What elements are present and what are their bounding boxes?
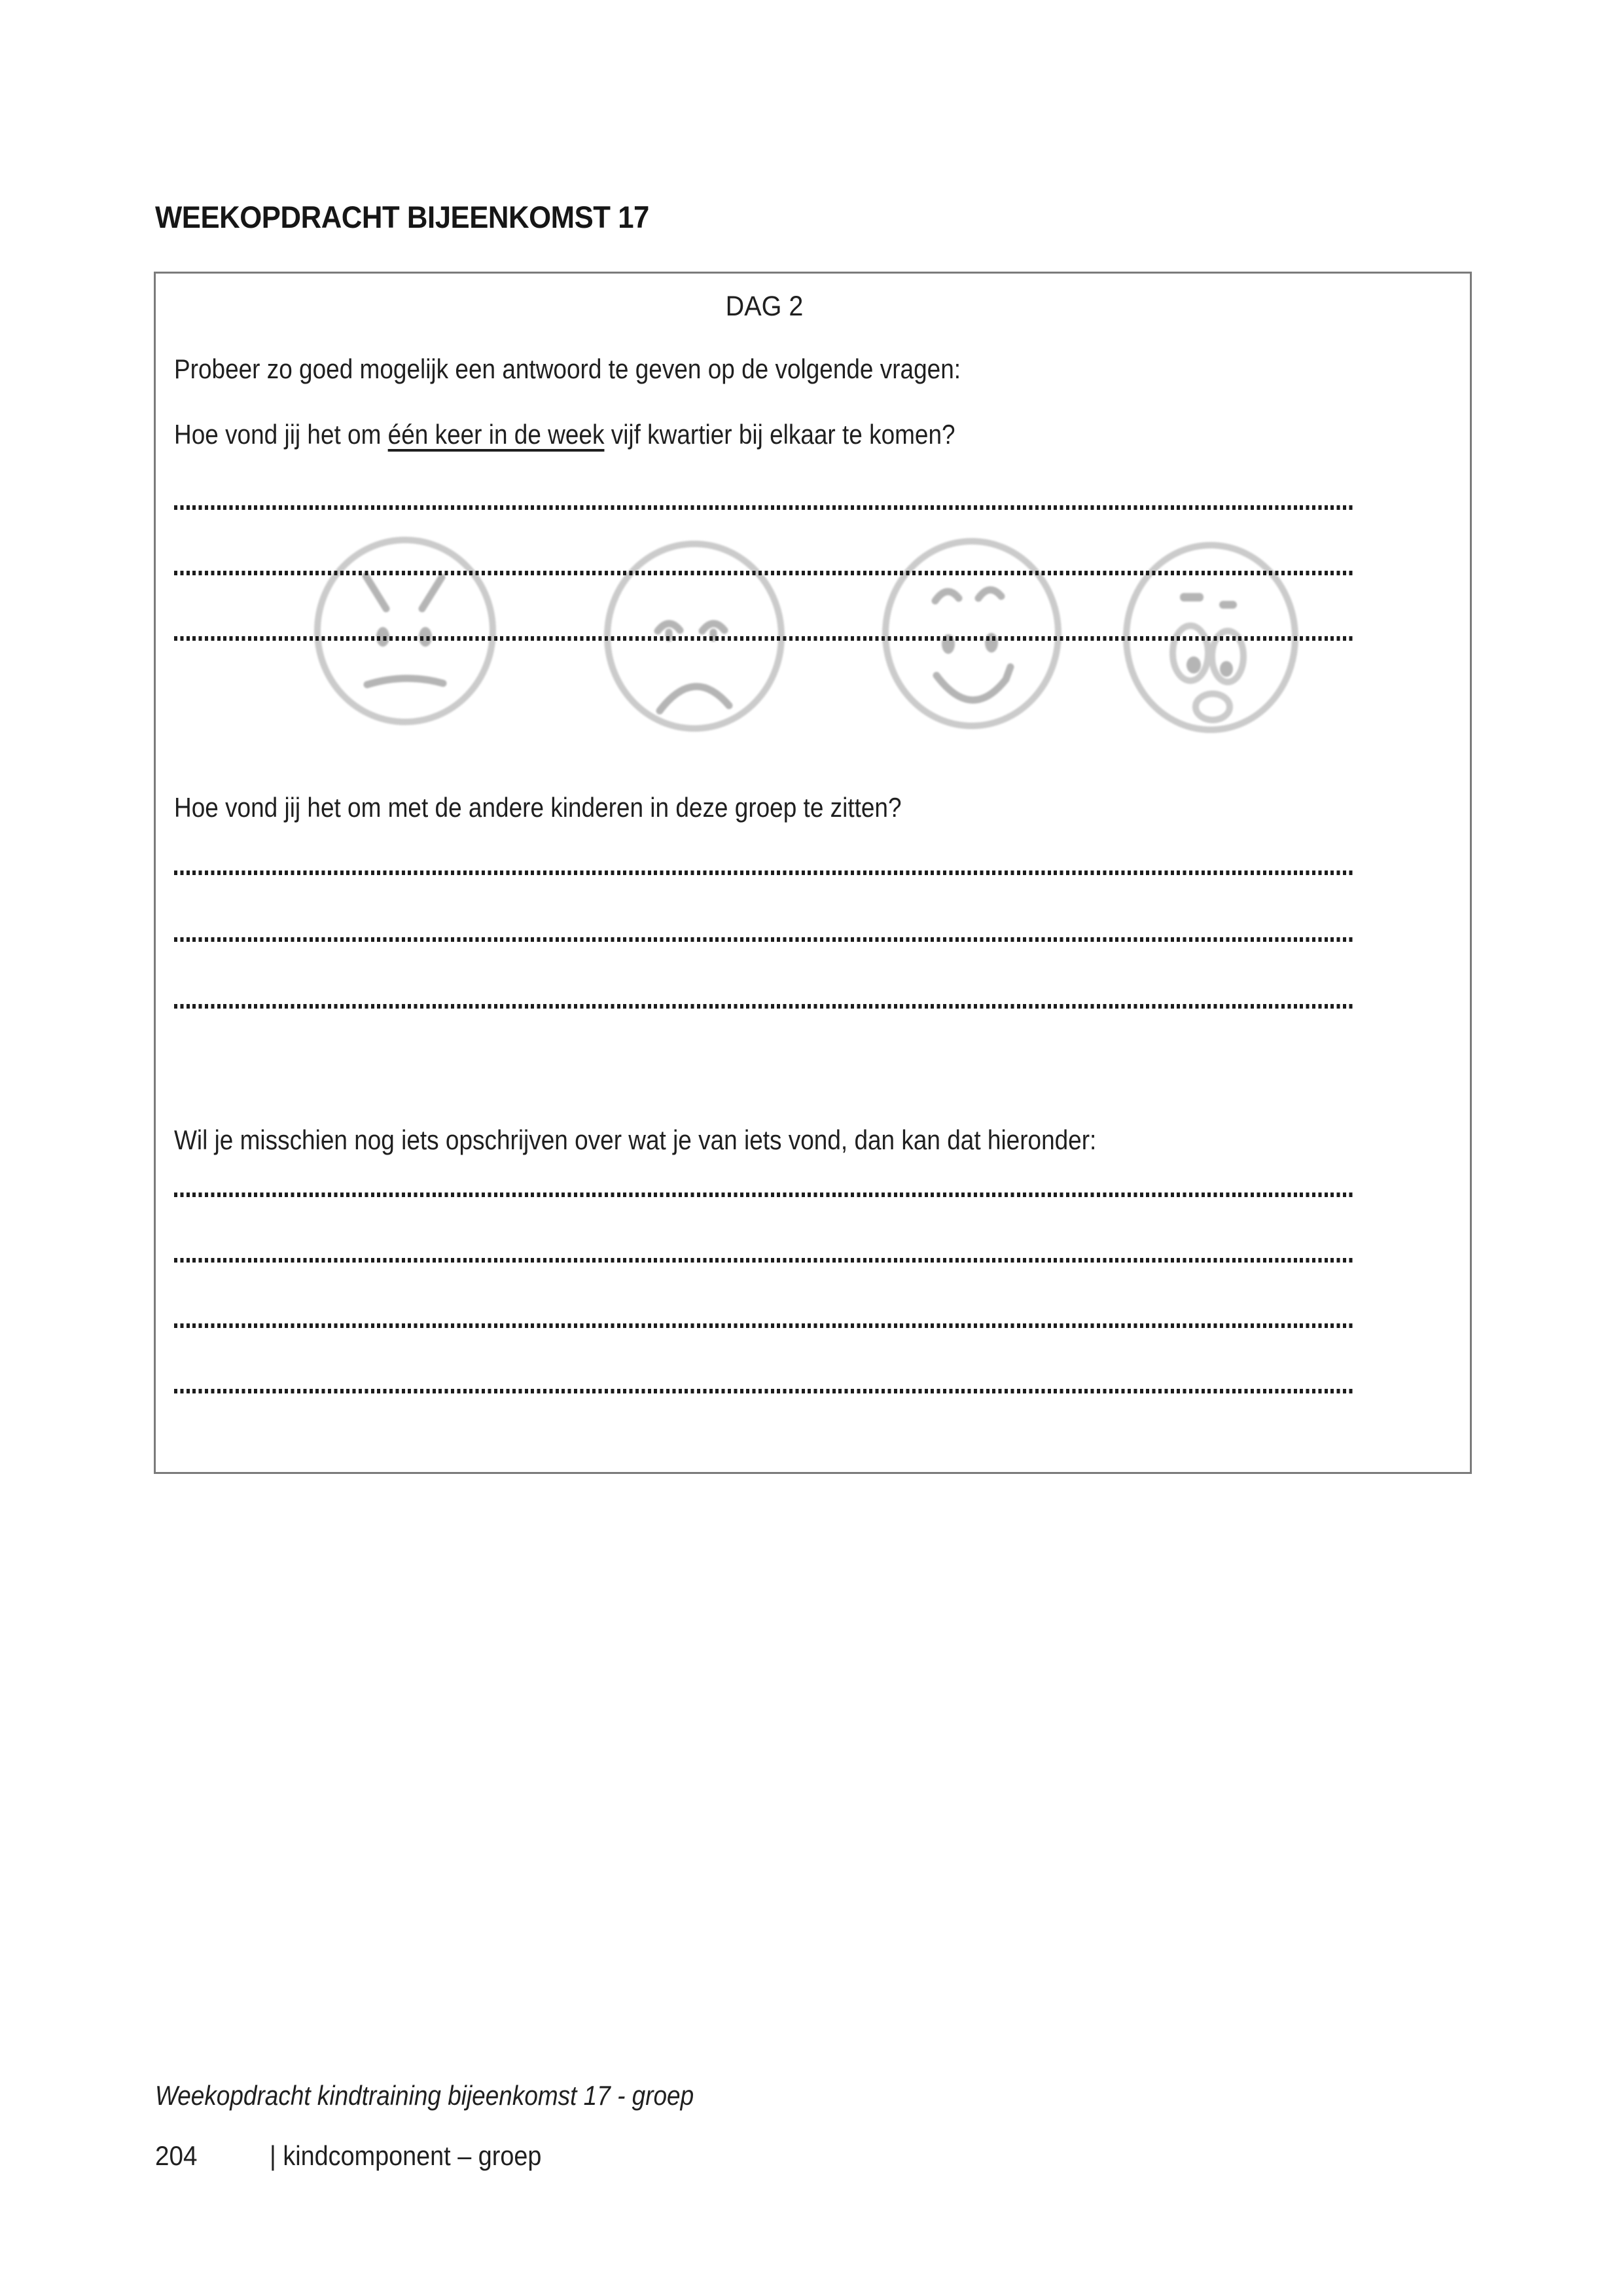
answer-line xyxy=(174,636,1355,641)
box-title: DAG 2 xyxy=(725,291,804,322)
answer-line xyxy=(174,1258,1355,1263)
happy-face-icon xyxy=(874,537,1070,732)
question-1 xyxy=(174,418,955,452)
answer-line xyxy=(174,1389,1355,1393)
answer-line xyxy=(174,870,1355,875)
question-2: Hoe vond jij het om met de andere kinderen in deze groep te zitten? xyxy=(174,792,902,823)
question-3: Wil je misschien nog iets opschrijven over wat je van iets vond, dan kan dat hieronder: xyxy=(174,1124,1097,1155)
footer-caption: Weekopdracht kindtraining bijeenkomst 17 - groep xyxy=(155,2080,694,2111)
intro-text: Probeer zo goed mogelijk een antwoord te geven op de volgende vragen: xyxy=(174,353,961,384)
answer-line xyxy=(174,1193,1355,1197)
question-1-prefix: Hoe vond jij het om xyxy=(174,419,388,450)
answer-line xyxy=(174,505,1355,510)
footer-section-label: | kindcomponent – groep xyxy=(270,2140,542,2171)
answer-line xyxy=(174,571,1355,575)
answer-line xyxy=(174,1004,1355,1009)
answer-line xyxy=(174,1323,1355,1328)
question-1-suffix: vijf kwartier bij elkaar te komen? xyxy=(604,419,955,450)
answer-line xyxy=(174,937,1355,942)
question-1-underlined-phrase: één keer in de week xyxy=(387,419,605,450)
angry-face-icon xyxy=(307,535,503,728)
page-number: 204 xyxy=(155,2140,198,2171)
page-heading: WEEKOPDRACHT BIJEENKOMST 17 xyxy=(155,200,649,234)
dag2-box xyxy=(154,272,1472,1474)
